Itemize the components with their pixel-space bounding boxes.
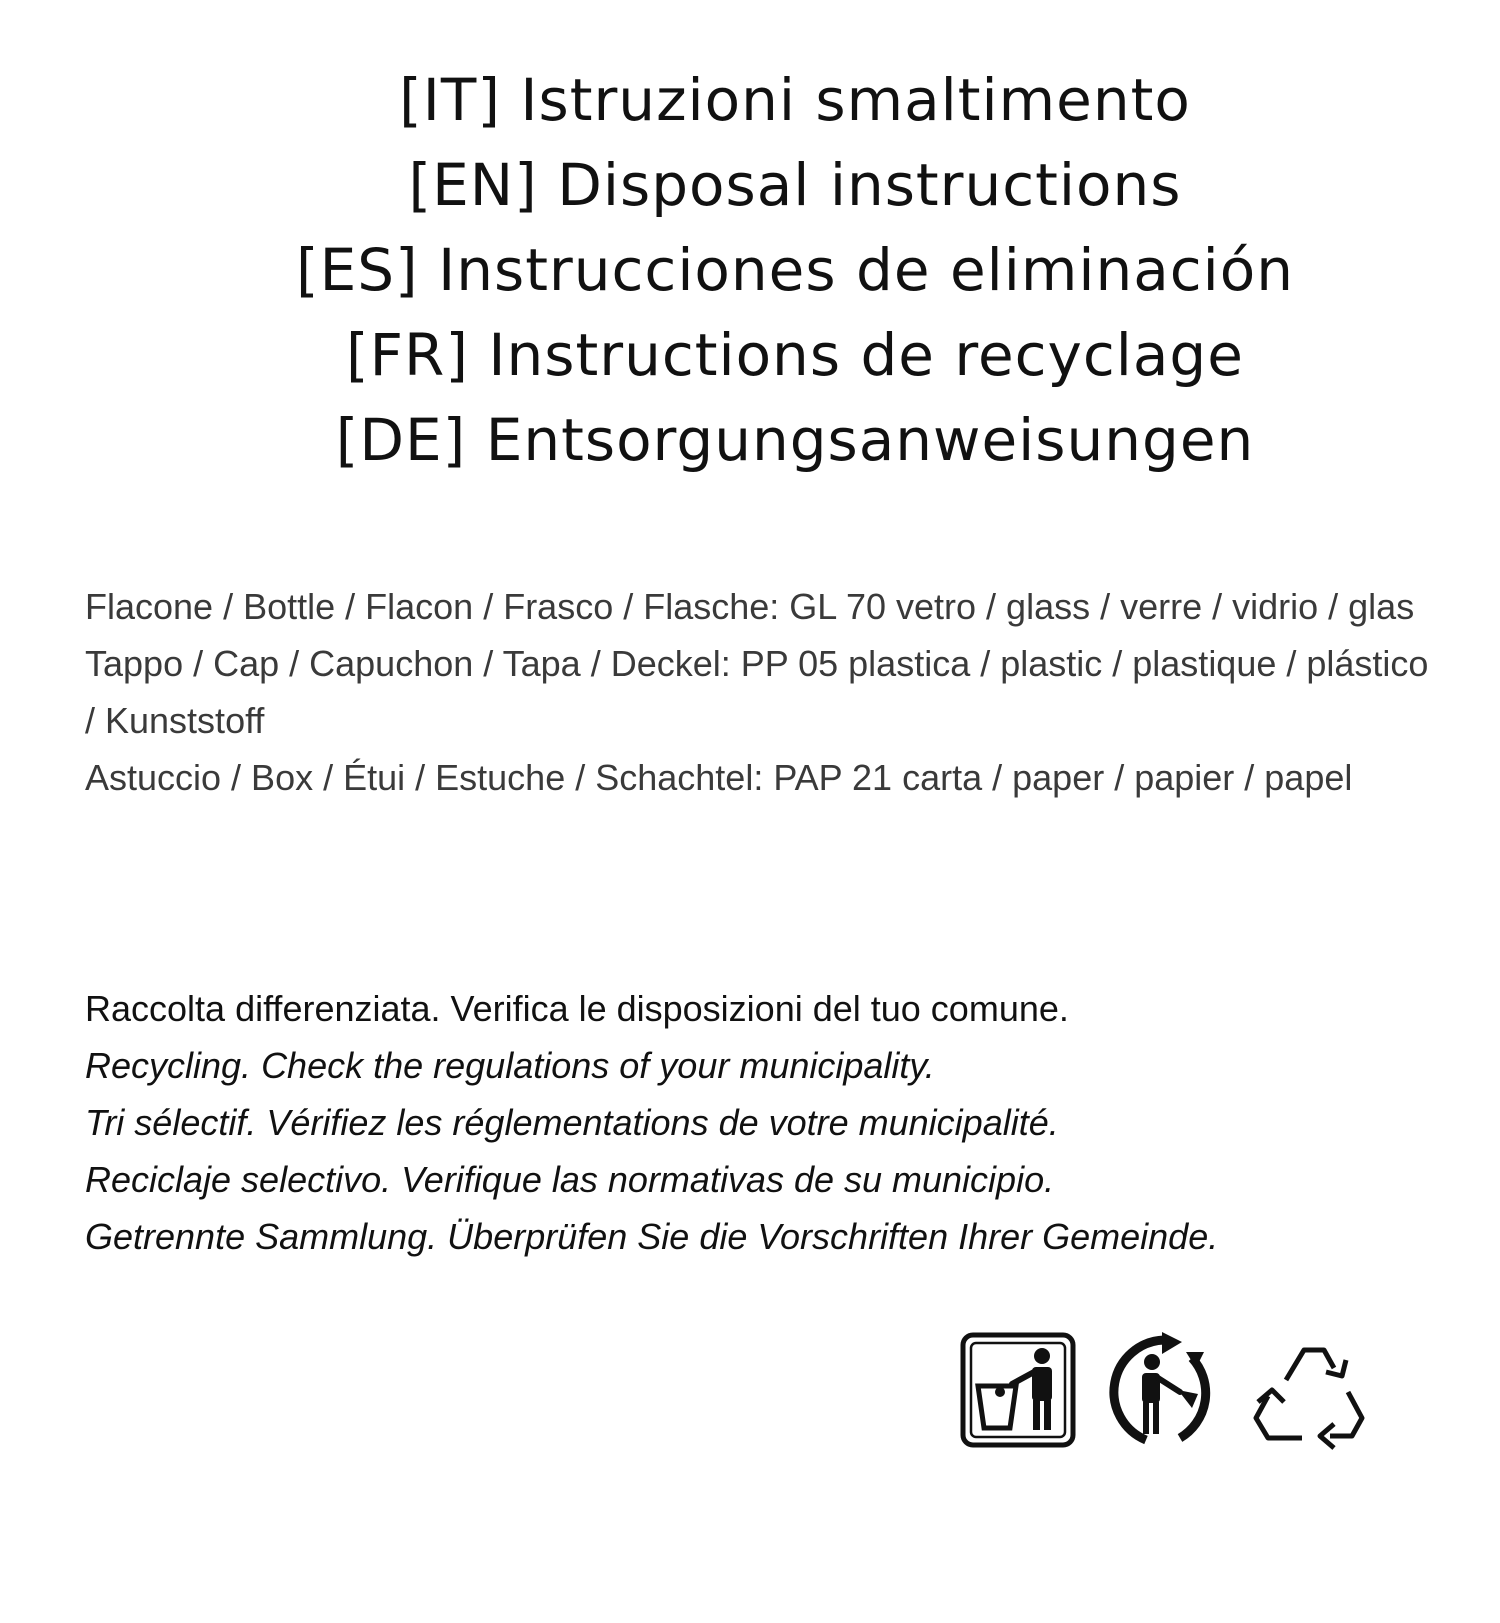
title-fr: [FR] Instructions de recyclage (346, 321, 1244, 389)
recycling-notes (85, 980, 1435, 1265)
material-box: Astuccio / Box / Étui / Estuche / Schachtel: PAP 21 carta / paper / papier / papel (85, 757, 1353, 798)
title-en: [EN] Disposal instructions (408, 151, 1182, 219)
title-es: [ES] Instrucciones de eliminación (295, 236, 1295, 304)
title-it: [IT] Istruzioni smaltimento (399, 66, 1191, 134)
note-de: Getrennte Sammlung. Überprüfen Sie die Vorschriften Ihrer Gemeinde. (85, 1216, 1219, 1257)
note-en: Recycling. Check the regulations of your municipality. (85, 1045, 935, 1086)
recycle-triangle-icon (1242, 1332, 1374, 1464)
note-fr: Tri sélectif. Vérifiez les réglementations de votre municipalité. (85, 1102, 1059, 1143)
disposal-icons (960, 1332, 1400, 1472)
materials-list (85, 578, 1435, 806)
material-bottle: Flacone / Bottle / Flacon / Frasco / Flasche: GL 70 vetro / glass / verre / vidrio / glas (85, 586, 1415, 627)
title-de: [DE] Entsorgungsanweisungen (335, 406, 1255, 474)
note-es: Reciclaje selectivo. Verifique las normativas de su municipio. (85, 1159, 1055, 1200)
disposal-titles (0, 58, 1500, 483)
material-cap: Tappo / Cap / Capuchon / Tapa / Deckel: PP 05 plastica / plastic / plastique / plástico / Kunststoff (85, 643, 1429, 741)
tidyman-recycle-icon (1100, 1332, 1218, 1450)
note-it: Raccolta differenziata. Verifica le disposizioni del tuo comune. (85, 988, 1069, 1029)
tidyman-bin-icon (960, 1332, 1076, 1448)
